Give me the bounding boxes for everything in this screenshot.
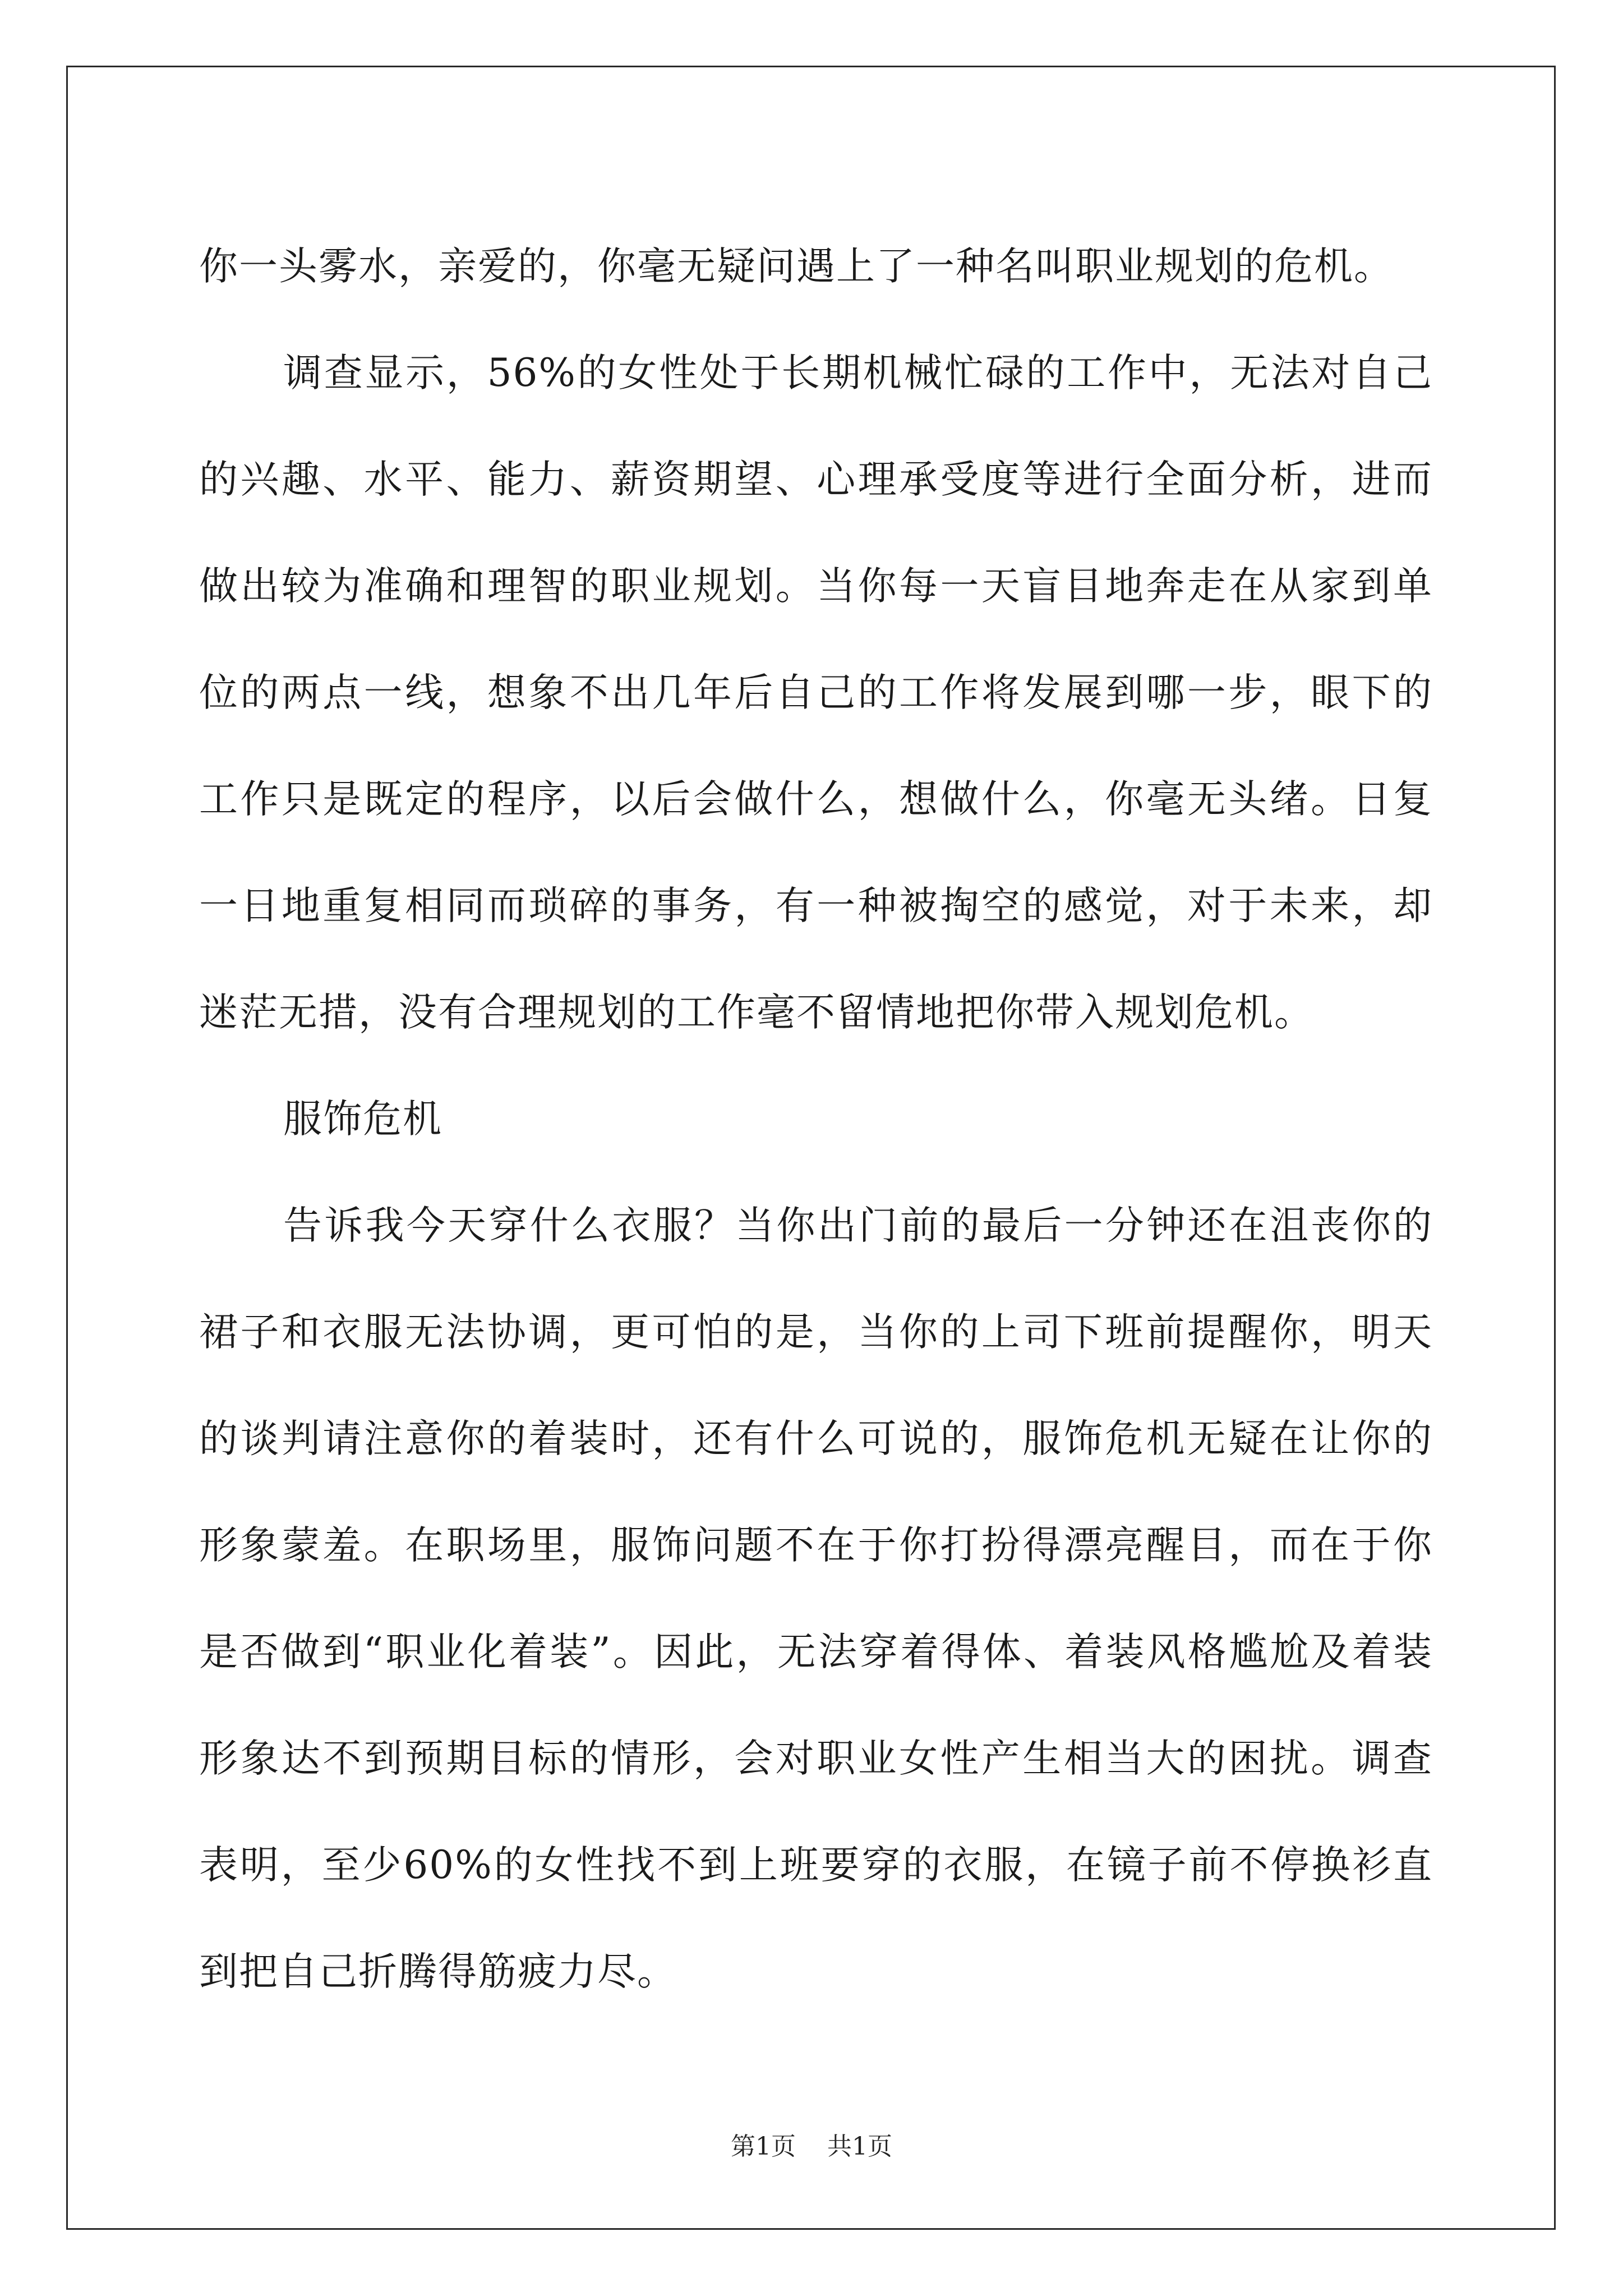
paragraph-1: 你一头雾水，亲爱的，你毫无疑问遇上了一种名叫职业规划的危机。 [199, 244, 1394, 289]
page-number-footer: 第1页 共1页 [731, 2132, 892, 2161]
document-body [199, 213, 1433, 2025]
section-heading-clothing-crisis: 服饰危机 [283, 1097, 442, 1142]
paragraph-2: 调查显示，56%的女性处于长期机械忙碌的工作中，无法对自己的兴趣、水平、能力、薪资期望、心理承受度等进行全面分析，进而做出较为准确和理智的职业规划。当你每一天盲目地奔走在从家到单位的两点一线，想象不出几年后自己的工作将发展到哪一步，眼下的工作只是既定的程序，以后会做什么，想做什么，你毫无头绪。日复一日地重复相同而琐碎的事务，有一种被掏空的感觉，对于未来，却迷茫无措，没有合理规划的工作毫不留情地把你带入规划危机。 [199, 351, 1433, 1035]
paragraph-4: 告诉我今天穿什么衣服？当你出门前的最后一分钟还在沮丧你的裙子和衣服无法协调，更可怕的是，当你的上司下班前提醒你，明天的谈判请注意你的着装时，还有什么可说的，服饰危机无疑在让你的形象蒙羞。在职场里，服饰问题不在于你打扮得漂亮醒目，而在于你是否做到“职业化着装”。因此，无法穿着得体、着装风格尴尬及着装形象达不到预期目标的情形，会对职业女性产生相当大的困扰。调查表明，至少60%的女性找不到上班要穿的衣服，在镜子前不停换衫直到把自己折腾得筋疲力尽。 [199, 1203, 1433, 1994]
